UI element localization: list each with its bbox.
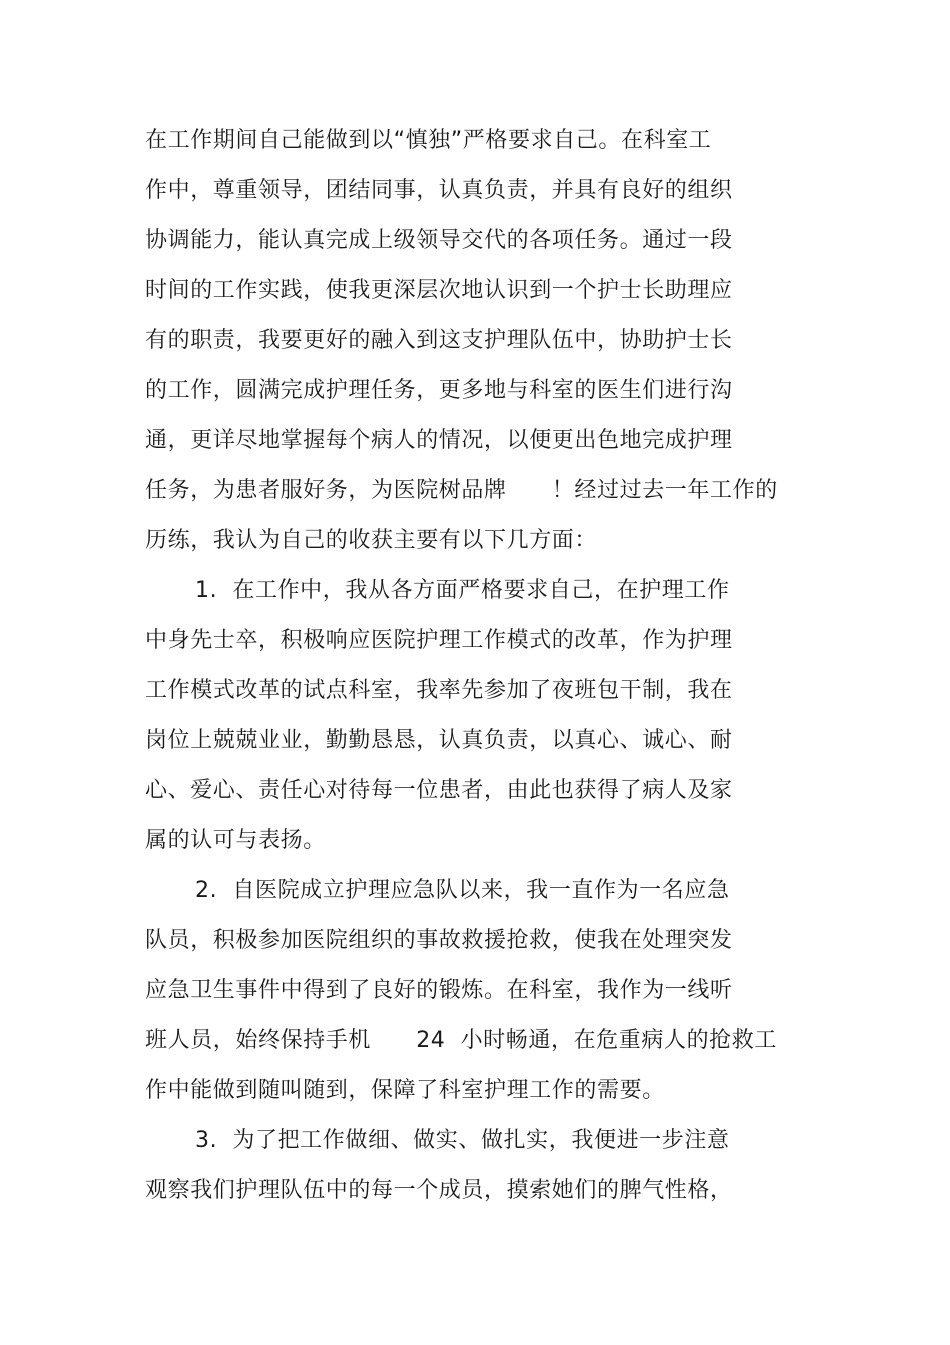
paragraph-line: 属的认可与表扬。 [145, 828, 326, 853]
paragraph-line: 心、爱心、责任心对待每一位患者，由此也获得了病人及家 [145, 778, 733, 803]
paragraph-line: 工作模式改革的试点科室，我率先参加了夜班包干制，我在 [145, 678, 733, 703]
paragraph-line: 的工作，圆满完成护理任务，更多地与科室的医生们进行沟 [145, 378, 733, 403]
paragraph-line: 在工作期间自己能做到以“慎独”严格要求自己。在科室工 [145, 128, 712, 153]
paragraph-line: 时间的工作实践，使我更深层次地认识到一个护士长助理应 [145, 278, 733, 303]
list-item-2-line: 2. 自医院成立护理应急队以来，我一直作为一名应急 [195, 878, 730, 903]
paragraph-line: 历练，我认为自己的收获主要有以下几方面： [145, 528, 598, 553]
list-item-1-line: 1. 在工作中，我从各方面严格要求自己，在护理工作 [195, 578, 730, 603]
paragraph-line: 有的职责，我要更好的融入到这支护理队伍中，协助护士长 [145, 328, 733, 353]
paragraph-line: 作中能做到随叫随到，保障了科室护理工作的需要。 [145, 1078, 665, 1103]
paragraph-line: 岗位上兢兢业业，勤勤恳恳，认真负责，以真心、诚心、耐 [145, 728, 733, 753]
paragraph-line: 中身先士卒，积极响应医院护理工作模式的改革，作为护理 [145, 628, 733, 653]
paragraph-line: 应急卫生事件中得到了良好的锻炼。在科室，我作为一线听 [145, 978, 733, 1003]
paragraph-line: 观察我们护理队伍中的每一个成员，摸索她们的脾气性格， [145, 1178, 733, 1203]
paragraph-line: 通，更详尽地掌握每个病人的情况，以便更出色地完成护理 [145, 428, 733, 453]
paragraph-line: 班人员，始终保持手机 24 小时畅通，在危重病人的抢救工 [145, 1028, 777, 1053]
paragraph-line: 任务，为患者服好务，为医院树品牌 ！经过过去一年工作的 [145, 478, 778, 503]
paragraph-line: 队员，积极参加医院组织的事故救援抢救，使我在处理突发 [145, 928, 733, 953]
list-item-3-line: 3. 为了把工作做细、做实、做扎实，我便进一步注意 [195, 1128, 730, 1153]
paragraph-line: 作中，尊重领导，团结同事，认真负责，并具有良好的组织 [145, 178, 733, 203]
paragraph-line: 协调能力，能认真完成上级领导交代的各项任务。通过一段 [145, 228, 733, 253]
